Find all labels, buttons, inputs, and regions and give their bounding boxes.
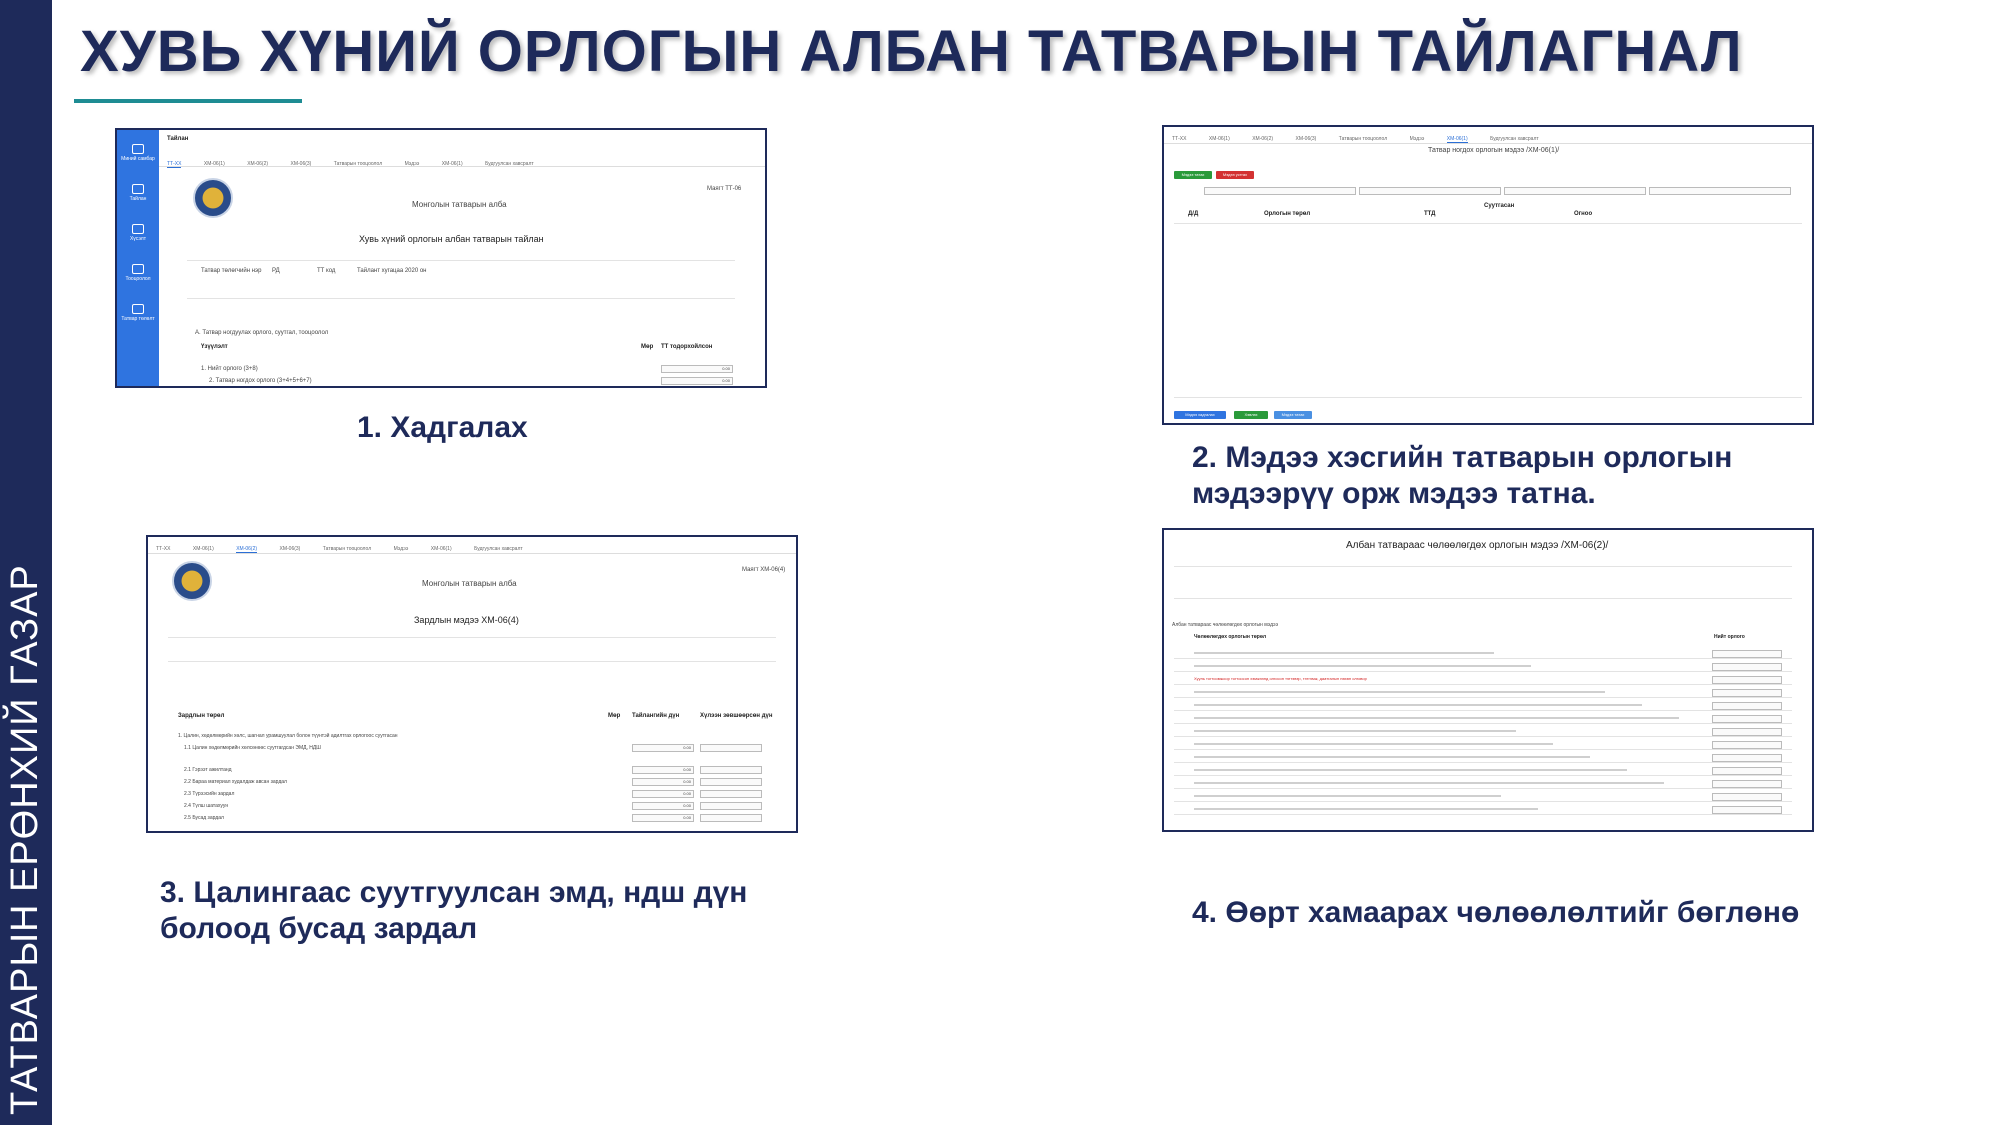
accepted-input[interactable] xyxy=(700,744,762,752)
side-org-label: ТАТВАРЫН ЕРӨНХИЙ ГАЗАР xyxy=(4,564,46,1115)
col-header-no: Д/Д xyxy=(1188,211,1199,217)
tab-bar xyxy=(148,537,796,554)
report-title: Татвар ногдох орлогын мэдээ /ХМ-06(1)/ xyxy=(1428,147,1560,154)
col-header-income-type: Орлогын төрөл xyxy=(1264,211,1311,217)
reported-input[interactable] xyxy=(632,814,694,822)
filter-select[interactable] xyxy=(1204,187,1356,195)
exempt-value-input[interactable] xyxy=(1712,650,1782,658)
row-text-placeholder xyxy=(1194,743,1553,745)
form-code: Маягт ХМ-06(4) xyxy=(742,567,786,573)
divider xyxy=(1174,223,1802,224)
table-row-label: 2.1 Гэрээт ажилтанд xyxy=(184,767,232,773)
accepted-input[interactable] xyxy=(700,778,762,786)
tab[interactable]: ХМ-06(1) xyxy=(192,546,214,552)
row-text-placeholder xyxy=(1194,665,1531,667)
row-value-input[interactable] xyxy=(661,365,733,373)
nav-label: Хүсэлт xyxy=(129,236,147,242)
screenshot-4 xyxy=(1162,528,1814,832)
chat-icon xyxy=(132,224,144,234)
table-row-label: 2.3 Түрээсийн зардал xyxy=(184,791,235,797)
tab-bar xyxy=(1164,127,1812,144)
exempt-value-input[interactable] xyxy=(1712,780,1782,788)
col-header-withheld: Суутгасан xyxy=(1484,203,1515,209)
screenshot-3 xyxy=(146,535,798,833)
slide-title: ХУВЬ ХҮНИЙ ОРЛОГЫН АЛБАН ТАТВАРЫН ТАЙЛАГНАЛ xyxy=(80,19,1743,84)
tab[interactable]: Татварын тооцоолол xyxy=(333,161,383,167)
col-header-accepted: Хүлээн зөвшөөрсөн дүн xyxy=(700,713,773,719)
row-divider xyxy=(1174,788,1792,789)
col-header-indicator: Үзүүлэлт xyxy=(201,344,228,350)
exempt-value-input[interactable] xyxy=(1712,767,1782,775)
row-text-placeholder xyxy=(1194,730,1516,732)
row-text-placeholder xyxy=(1194,795,1501,797)
tab[interactable]: ХМ-06(3) xyxy=(279,546,301,552)
accepted-input[interactable] xyxy=(700,790,762,798)
col-header-date: Огноо xyxy=(1574,211,1593,217)
screenshot-1 xyxy=(115,128,767,388)
reported-input[interactable] xyxy=(632,802,694,810)
col-header-line: Мөр xyxy=(608,713,621,719)
accepted-input[interactable] xyxy=(700,766,762,774)
row-text-placeholder xyxy=(1194,769,1627,771)
tab[interactable]: ХМ-06(1) xyxy=(1446,136,1468,142)
cell-value: 0.00 xyxy=(722,366,730,371)
payment-icon xyxy=(132,304,144,314)
section-heading: А. Татвар ногдуулах орлого, суутгал, тооцоолол xyxy=(195,330,329,336)
divider xyxy=(168,661,776,662)
reported-input[interactable] xyxy=(632,766,694,774)
save-data-button[interactable]: Мэдээ хадгалах xyxy=(1174,411,1226,419)
app-sidebar xyxy=(117,130,159,386)
tab[interactable]: ХМ-06(2) xyxy=(1252,136,1274,142)
divider xyxy=(1174,566,1792,567)
print-button[interactable]: Хэвлэх xyxy=(1234,411,1268,419)
tab-bar xyxy=(159,152,765,167)
exempt-value-input[interactable] xyxy=(1712,689,1782,697)
exempt-value-input[interactable] xyxy=(1712,702,1782,710)
tab[interactable]: ХМ-06(2) xyxy=(247,161,269,167)
highlighted-row: Хууль тогтоомжоор тогтоосон хэмжээнд олгосон тэтгэвэр, тэтгэмж, даатгалын нөхөн олговор xyxy=(1194,676,1367,681)
field-taxpayer: Татвар төлөгчийн нэр xyxy=(201,268,262,274)
nav-item-report[interactable] xyxy=(117,184,159,202)
row-text-placeholder xyxy=(1194,717,1679,719)
tab[interactable]: Будгуулсан хавсралт xyxy=(485,161,534,167)
report-title: Албан татвараас чөлөөлөгдөх орлогын мэдээ /ХМ-06(2)/ xyxy=(1346,540,1609,551)
table-row-label: 1. Цалин, хөдөлмөрийн хөлс, шагнал урамшуулал болон түүнтэй адилтгах орлогоос суутгасан xyxy=(178,733,398,739)
exempt-value-input[interactable] xyxy=(1712,754,1782,762)
reported-input[interactable] xyxy=(632,744,694,752)
col-header-reported: Тайлангийн дүн xyxy=(632,713,680,719)
step-4-caption: 4. Өөрт хамаарах чөлөөлөлтийг бөглөнө xyxy=(1192,896,1800,929)
exempt-value-input[interactable] xyxy=(1712,715,1782,723)
row-divider xyxy=(1174,710,1792,711)
row-divider xyxy=(1174,697,1792,698)
accepted-input[interactable] xyxy=(700,802,762,810)
delete-data-button[interactable]: Мэдээ устгах xyxy=(1216,171,1254,179)
table-row-label: 2.5 Бусад зардал xyxy=(184,815,224,821)
row-divider xyxy=(1174,814,1792,815)
tax-authority-seal xyxy=(172,561,212,601)
field-rd: РД xyxy=(272,268,280,274)
col-header-expense: Зардлын төрөл xyxy=(178,713,225,719)
filter-input[interactable] xyxy=(1504,187,1646,195)
row-divider xyxy=(1174,658,1792,659)
row-divider xyxy=(1174,762,1792,763)
table-row-label: 2.4 Түлш шатахуун xyxy=(184,803,229,809)
nav-label: Тооцоолол xyxy=(125,276,151,282)
tab[interactable]: Мэдээ xyxy=(404,161,420,167)
nav-item-request[interactable] xyxy=(117,224,159,242)
table-row-label: 1. Нийт орлого (3+8) xyxy=(201,366,258,372)
nav-label: Татвар төлөлт xyxy=(121,316,155,322)
app-header-title: Тайлан xyxy=(167,136,189,142)
title-underline xyxy=(74,99,302,103)
nav-item-payment[interactable] xyxy=(117,304,159,322)
row-text-placeholder xyxy=(1194,782,1664,784)
table-row-label: 2. Татвар ногдох орлого (3+4+5+6+7) xyxy=(209,378,312,384)
side-band xyxy=(0,0,52,1125)
tab[interactable]: Татварын тооцоолол xyxy=(1338,136,1388,142)
calc-icon xyxy=(132,264,144,274)
nav-label: Тайлан xyxy=(129,196,147,202)
tab[interactable]: ТТ-ХХ xyxy=(1172,136,1187,142)
tax-authority-seal xyxy=(193,178,233,218)
reported-input[interactable] xyxy=(632,778,694,786)
exempt-value-input[interactable] xyxy=(1712,741,1782,749)
row-divider xyxy=(1174,775,1792,776)
field-ttcode: ТТ код xyxy=(317,268,336,274)
row-text-placeholder xyxy=(1194,704,1642,706)
row-divider xyxy=(1174,749,1792,750)
tab[interactable]: ХМ-06(3) xyxy=(290,161,312,167)
filter-input[interactable] xyxy=(1359,187,1501,195)
reported-input[interactable] xyxy=(632,790,694,798)
tab[interactable]: Будгуулсан хавсралт xyxy=(474,546,523,552)
exempt-value-input[interactable] xyxy=(1712,728,1782,736)
exempt-value-input[interactable] xyxy=(1712,676,1782,684)
divider xyxy=(1174,397,1802,398)
filter-input[interactable] xyxy=(1649,187,1791,195)
screenshot-2 xyxy=(1162,125,1814,425)
row-text-placeholder xyxy=(1194,756,1590,758)
cell-value: 0.00 xyxy=(683,767,691,772)
divider xyxy=(1174,598,1792,599)
field-period: Тайлант хугацаа 2020 он xyxy=(357,268,427,274)
report-title: Зардлын мэдээ ХМ-06(4) xyxy=(414,615,519,625)
tab[interactable]: ХМ-06(1) xyxy=(430,546,452,552)
row-value-input[interactable] xyxy=(661,377,733,385)
tab[interactable]: ХМ-06(1) xyxy=(1208,136,1230,142)
tab[interactable]: ТТ-ХХ xyxy=(156,546,171,552)
exempt-value-input[interactable] xyxy=(1712,806,1782,814)
fetch-data-bottom-button[interactable]: Мэдээ татах xyxy=(1274,411,1312,419)
col-header-tin: ТТД xyxy=(1424,211,1436,217)
tab[interactable]: ХМ-06(2) xyxy=(236,546,258,552)
row-divider xyxy=(1174,736,1792,737)
fetch-data-button[interactable]: Мэдээ татах xyxy=(1174,171,1212,179)
cell-value: 0.00 xyxy=(683,779,691,784)
col-header-total: Нийт орлого xyxy=(1714,634,1745,640)
tab[interactable]: ХМ-06(3) xyxy=(1295,136,1317,142)
row-divider xyxy=(1174,801,1792,802)
step-1-caption: 1. Хадгалах xyxy=(357,411,528,444)
table-row-label: 1.1 Цалин хөдөлмөрийн хөлсөнөөс суутгагдсан ЭМД, НДШ xyxy=(184,745,321,751)
tab[interactable]: Будгуулсан хавсралт xyxy=(1490,136,1539,142)
row-text-placeholder xyxy=(1194,691,1605,693)
col-header-value: ТТ тодорхойлсон xyxy=(661,344,713,350)
col-header-line: Мөр xyxy=(641,344,654,350)
cell-value: 0.00 xyxy=(683,745,691,750)
tab[interactable]: ХМ-06(1) xyxy=(203,161,225,167)
tab[interactable]: ХМ-06(1) xyxy=(441,161,463,167)
cell-value: 0.00 xyxy=(683,815,691,820)
divider xyxy=(187,298,735,299)
exempt-value-input[interactable] xyxy=(1712,793,1782,801)
cell-value: 0.00 xyxy=(722,378,730,383)
row-divider xyxy=(1174,723,1792,724)
table-row-label: 2.2 Бараа материал худалдаж авсан зардал xyxy=(184,779,287,785)
org-name: Монголын татварын алба xyxy=(412,200,507,209)
row-text-placeholder xyxy=(1194,652,1494,654)
report-icon xyxy=(132,184,144,194)
exempt-value-input[interactable] xyxy=(1712,663,1782,671)
divider xyxy=(187,260,735,261)
cell-value: 0.00 xyxy=(683,803,691,808)
nav-item-dashboard[interactable] xyxy=(117,144,159,162)
tab[interactable]: ТТ-ХХ xyxy=(167,161,182,167)
nav-label: Миний самбар xyxy=(121,156,155,162)
org-name: Монголын татварын алба xyxy=(422,579,517,588)
col-header-exempt-type: Чөлөөлөгдөх орлогын төрөл xyxy=(1194,634,1267,640)
row-text-placeholder xyxy=(1194,808,1538,810)
tab[interactable]: Татварын тооцоолол xyxy=(322,546,372,552)
cell-value: 0.00 xyxy=(683,791,691,796)
divider xyxy=(168,637,776,638)
step-3-caption: 3. Цалингаас суутгуулсан эмд, ндш дүн болоод бусад зардал xyxy=(160,876,748,945)
form-code: Маягт ТТ-06 xyxy=(707,186,742,192)
row-divider xyxy=(1174,671,1792,672)
tab[interactable]: Мэдээ xyxy=(393,546,409,552)
row-divider xyxy=(1174,684,1792,685)
dashboard-icon xyxy=(132,144,144,154)
report-title: Хувь хүний орлогын албан татварын тайлан xyxy=(359,234,544,244)
nav-item-calc[interactable] xyxy=(117,264,159,282)
accepted-input[interactable] xyxy=(700,814,762,822)
section-heading: Албан татвараас чөлөөлөгдөх орлогын мэдээ xyxy=(1172,622,1279,628)
step-2-caption: 2. Мэдээ хэсгийн татварын орлогын мэдээрүү орж мэдээ татна. xyxy=(1192,441,1733,510)
tab[interactable]: Мэдээ xyxy=(1409,136,1425,142)
